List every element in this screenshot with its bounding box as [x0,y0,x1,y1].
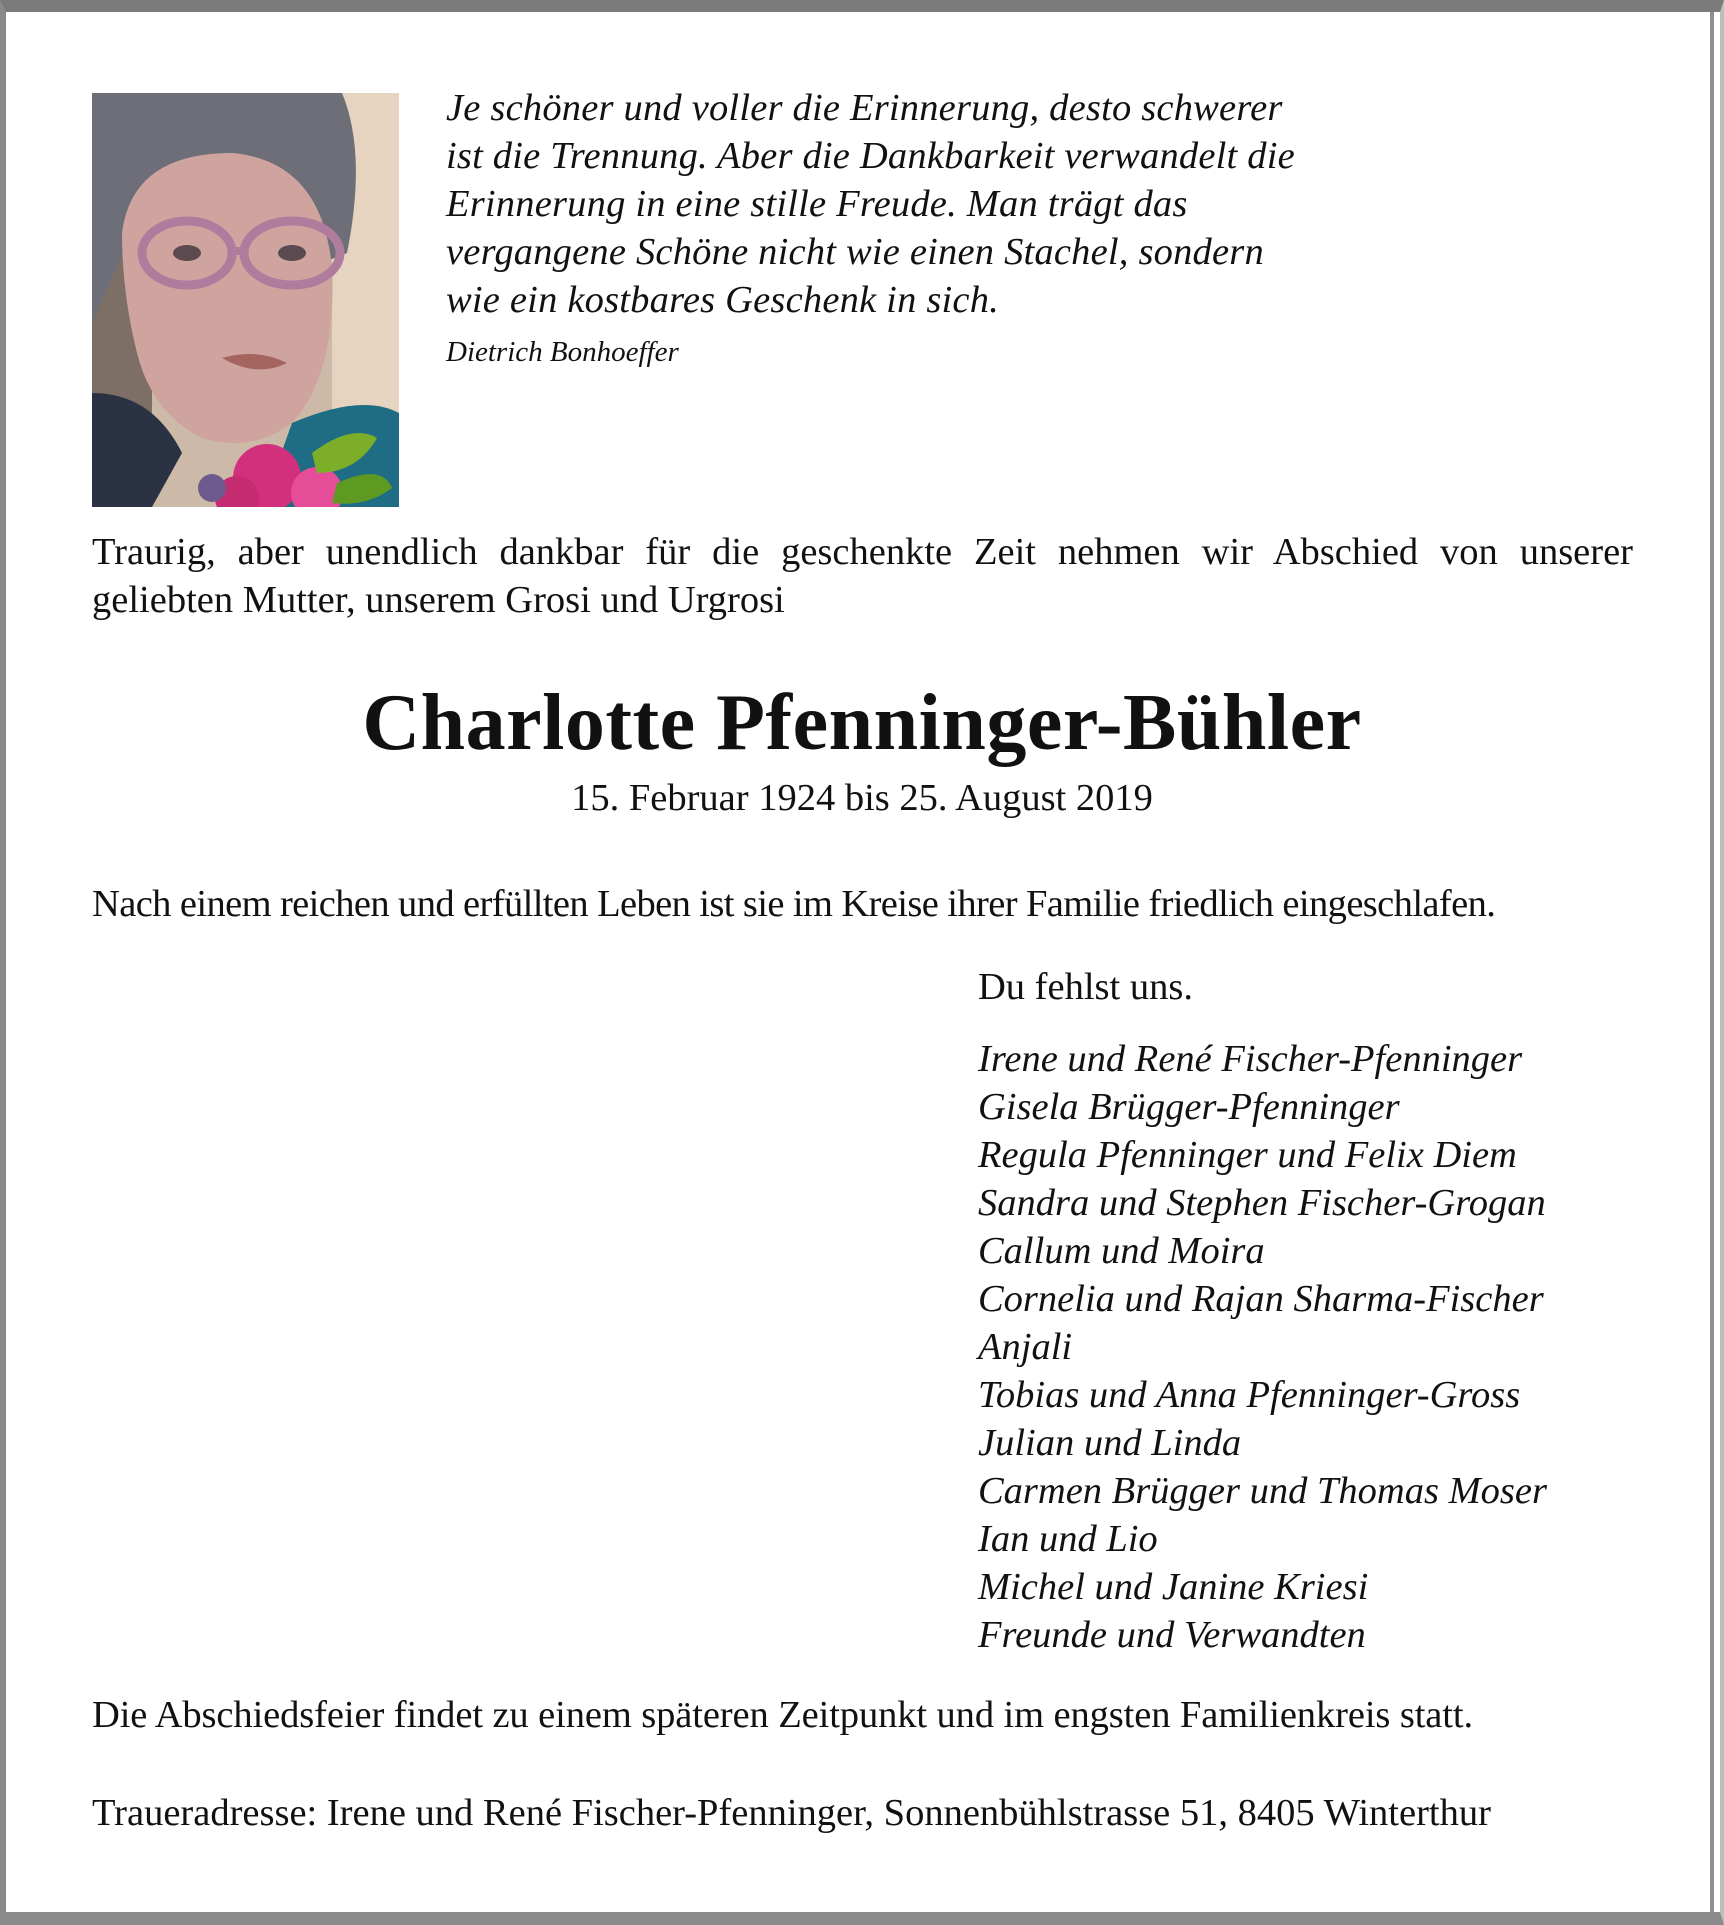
quote-line: wie ein kostbares Geschenk in sich. [446,279,999,321]
life-dates: 15. Februar 1924 bis 25. August 2019 [571,777,1153,819]
mourner-item: Cornelia und Rajan Sharma-Fischer [978,1278,1544,1320]
mourner-item: Anjali [978,1326,1073,1368]
passing-text: Nach einem reichen und erfüllten Leben ist sie im Kreise ihrer Familie friedlich eingeschlafen. [92,883,1496,925]
quote-line: Erinnerung in eine stille Freude. Man trägt das [446,183,1188,225]
quote-author: Dietrich Bonhoeffer [446,336,679,368]
mourner-item: Freunde und Verwandten [978,1614,1366,1656]
deceased-name: Charlotte Pfenninger-Bühler [362,679,1362,767]
mourning-address: Traueradresse: Irene und René Fischer-Pfenninger, Sonnenbühlstrasse 51, 8405 Winterthur [92,1792,1491,1834]
bonhoeffer-quote [446,84,1396,324]
mourner-item: Ian und Lio [978,1518,1158,1560]
mourner-item: Julian und Linda [978,1422,1242,1464]
mourner-item: Callum und Moira [978,1230,1265,1272]
quote-line: ist die Trennung. Aber die Dankbarkeit verwandelt die [446,135,1295,177]
mourners-list [978,1035,1547,1659]
intro-line: geliebten Mutter, unserem Grosi und Urgrosi [92,579,785,621]
quote-line: vergangene Schöne nicht wie einen Stachel, sondern [446,231,1264,273]
mourner-item: Irene und René Fischer-Pfenninger [978,1038,1523,1080]
mourner-item: Sandra und Stephen Fischer-Grogan [978,1182,1546,1224]
mourner-item: Gisela Brügger-Pfenninger [978,1086,1400,1128]
intro-line: Traurig, aber unendlich dankbar für die geschenkte Zeit nehmen wir Abschied von unserer [92,531,1633,573]
quote-line: Je schöner und voller die Erinnerung, desto schwerer [446,87,1283,129]
mourner-item: Carmen Brügger und Thomas Moser [978,1470,1547,1512]
missed-text: Du fehlst uns. [978,966,1193,1008]
mourner-item: Michel und Janine Kriesi [978,1566,1369,1608]
ceremony-notice: Die Abschiedsfeier findet zu einem späteren Zeitpunkt und im engsten Familienkreis statt. [92,1694,1474,1736]
mourner-item: Tobias und Anna Pfenninger-Gross [978,1374,1521,1416]
portrait-photo [92,93,399,507]
page-edge-line [1710,12,1714,1912]
intro-text [92,528,1633,624]
mourner-item: Regula Pfenninger und Felix Diem [978,1134,1517,1176]
